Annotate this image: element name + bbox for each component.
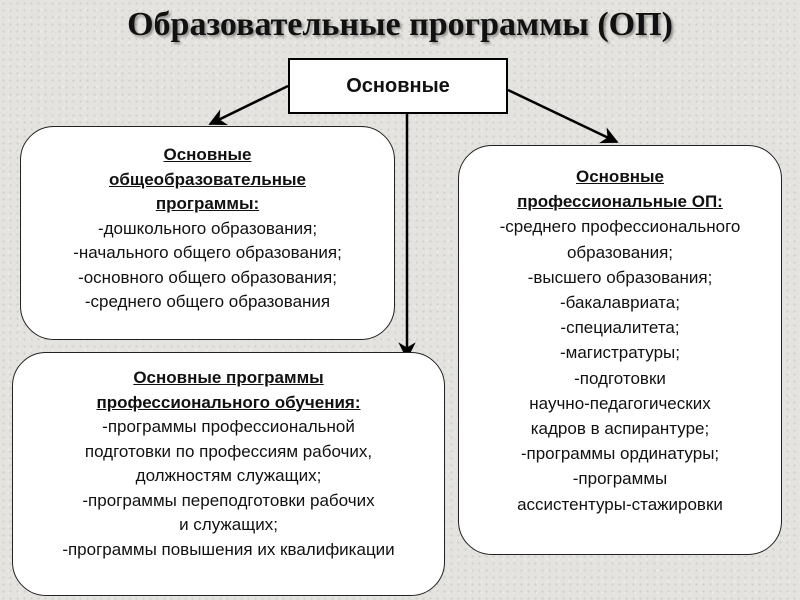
prof-op-item: образования; (566, 242, 674, 262)
prof-op-heading-line: профессиональные ОП: (517, 192, 723, 212)
professional-op-box (458, 145, 782, 555)
prof-op-item: -программы (572, 469, 668, 489)
prof-op-item: -специалитета; (560, 318, 680, 338)
general-heading-line: программы: (155, 194, 260, 213)
arrow-to-general-programs (210, 86, 288, 124)
prof-op-item: -подготовки (574, 368, 666, 388)
prof-op-heading-line: Основные (575, 167, 665, 186)
general-education-programs-box (20, 126, 395, 340)
prof-op-item: -бакалавриата; (560, 293, 680, 313)
training-item: подготовки по профессиям рабочих, (84, 441, 373, 461)
arrow-to-professional-op (508, 90, 617, 142)
general-heading-line: Основные (163, 145, 252, 164)
training-item: -программы профессиональной (102, 417, 355, 436)
prof-op-item: -высшего образования; (527, 267, 713, 287)
training-item: и служащих; (179, 515, 278, 534)
root-box-osnovnye (288, 58, 508, 114)
prof-op-item: ассистентуры-стажировки (517, 494, 723, 514)
training-heading-line: Основные программы (133, 368, 324, 387)
training-item: должностям служащих; (135, 466, 322, 485)
root-label: Основные (346, 74, 450, 97)
training-heading-line: профессионального обучения: (96, 392, 361, 412)
general-item: -среднего общего образования (84, 292, 331, 311)
general-item: -дошкольного образования; (97, 218, 318, 238)
prof-op-item: научно-педагогических (529, 393, 711, 413)
training-item: -программы повышения их квалификации (62, 539, 395, 559)
prof-op-item: -программы ординатуры; (520, 444, 720, 464)
prof-op-item: кадров в аспирантуре; (530, 419, 710, 439)
prof-op-item: -магистратуры; (559, 343, 680, 363)
page-title: Образовательные программы (ОП) (127, 6, 673, 43)
professional-training-programs-box (12, 352, 445, 596)
general-item: -начального общего образования; (73, 243, 342, 262)
general-item: -основного общего образования; (78, 267, 337, 287)
general-heading-line: общеобразовательные (109, 169, 306, 189)
training-item: -программы переподготовки рабочих (82, 490, 375, 510)
prof-op-item: -среднего профессионального (499, 217, 741, 237)
